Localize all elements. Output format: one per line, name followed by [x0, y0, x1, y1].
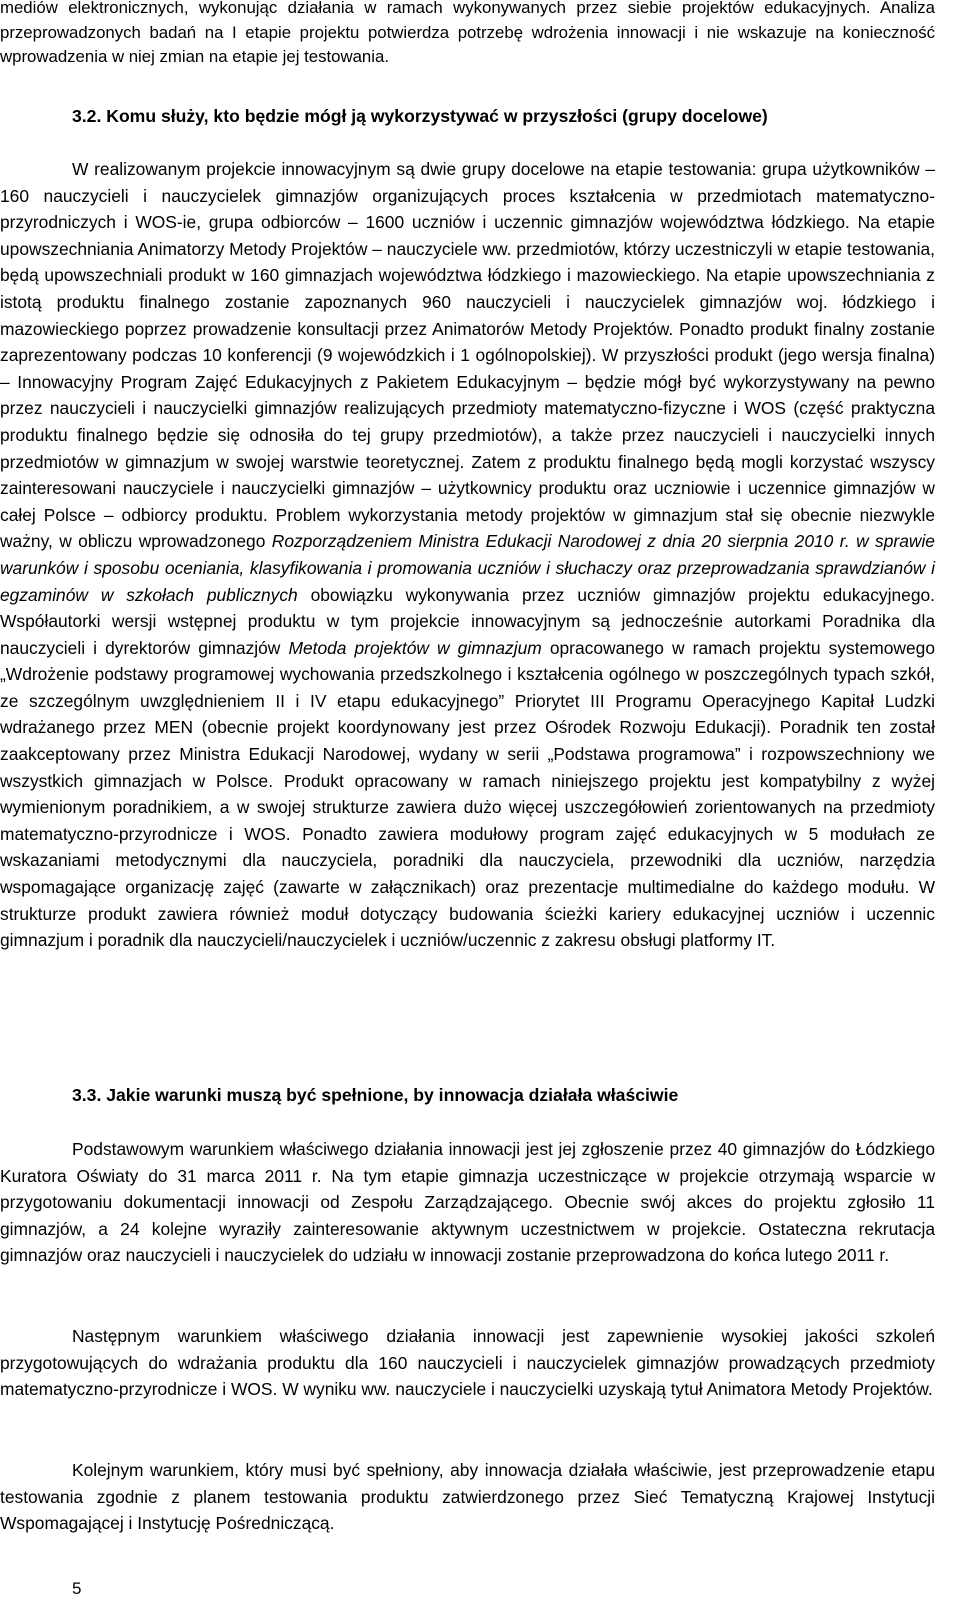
section-3-3-paragraph-3: Kolejnym warunkiem, który musi być spełniony, aby innowacja działała właściwie, jest przeprowadzenie etapu testowania zgodnie z planem testowania produktu zatwierdzonego przez Sieć Tematyczną Krajowej Instytucji Wspomagającej i Instytucję Pośredniczącą.	[0, 1460, 935, 1534]
body-text-part-1: W realizowanym projekcie innowacyjnym są dwie grupy docelowe na etapie testowania: grupa użytkowników – 160 nauczycieli i nauczycielek gimnazjów organizujących proces kształcenia w przedmiotach matematyczno- przyrodniczych i WOS-ie, grupa odbiorców – 1600 uczniów i uczennic gimnazjów województwa łódzkiego. Na etapie upowszechniania Animatorzy Metody Projektów – nauczyciele ww. przedmiotów, którzy uczestniczyli w etapie testowania, będą upowszechniali produkt w 160 gimnazjach województwa łódzkiego i mazowieckiego. Na etapie upowszechniania z istotą produktu finalnego zostanie zapoznanych 960 nauczycieli i nauczycielek gimnazjów woj. łódzkiego i mazowieckiego poprzez prowadzenie konsultacji przez Animatorów Metody Projektów. Ponadto produkt finalny zostanie zaprezentowany podczas 10 konferencji (9 wojewódzkich i 1 ogólnopolskiej). W przyszłości produkt (jego wersja finalna) – Innowacyjny Program Zajęć Edukacyjnych z Pakietem Edukacyjnym – będzie mógł być wykorzystywany na pewno przez nauczycieli i nauczycielki gimnazjów realizujących przedmioty matematyczno-fizyczne i WOS (część praktyczna produktu finalnego będzie się odnosiła do tej grupy przedmiotów), a także przez nauczycieli i nauczycielki innych przedmiotów w gimnazjum w swojej warstwie teoretycznej. Zatem z produktu finalnego będą mogli korzystać wszyscy zainteresowani nauczyciele i nauczycielki gimnazjów – użytkownicy produktu oraz uczniowie i uczennice gimnazjów w całej Polsce – odbiorcy produktu. Problem wykorzystania metody projektów w gimnazjum stał się obecnie niezwykle ważny, w obliczu wprowadzonego	[0, 159, 935, 552]
body-text-part-2: obowiązku wykonywania przez uczniów gimnazjów projektu edukacyjnego. Współautorki wersji wstępnej produktu w tym projekcie innowacyjnym są jednocześnie autorkami Poradnika dla nauczycieli i dyrektorów gimnazjów	[0, 584, 935, 658]
section-3-2-body	[0, 156, 935, 954]
section-3-3-paragraph-2: Następnym warunkiem właściwego działania innowacji jest zapewnienie wysokiej jakości szkoleń przygotowujących do wdrażania produktu dla 160 nauczycieli i nauczycielek gimnazjów prowadzących przedmioty matematyczno-przyrodnicze i WOS. W wyniku ww. nauczyciele i nauczycielki uzyskają tytuł Animatora Metody Projektów.	[0, 1326, 935, 1400]
intro-paragraph: mediów elektronicznych, wykonując działania w ramach wykonywanych przez siebie projektów edukacyjnych. Analiza przeprowadzonych badań na I etapie projektu potwierdza potrzebę wdrożenia innowacji i nie wskazuje na konieczność wprowadzenia w niej zmian na etapie jej testowania.	[0, 0, 935, 66]
section-3-3-paragraph-1: Podstawowym warunkiem właściwego działania innowacji jest jej zgłoszenie przez 40 gimnazjów do Łódzkiego Kuratora Oświaty do 31 marca 2011 r. Na tym etapie gimnazja uczestniczące w projekcie otrzymają wsparcie w przygotowaniu dokumentacji innowacji od Zespołu Zarządzającego. Obecnie swój akces do projektu zgłosiło 11 gimnazjów, a 24 kolejne wyraziły zainteresowanie aktywnym uczestnictwem w projekcie. Ostateczna rekrutacja gimnazjów oraz nauczycieli i nauczycielek do udziału w innowacji zostanie przeprowadzona do końca lutego 2011 r.	[0, 1139, 935, 1266]
regulation-title: Rozporządzeniem Ministra Edukacji Narodowej z dnia 20 sierpnia 2010 r. w sprawie warunków i sposobu oceniania, klasyfikowania i promowania uczniów i słuchaczy oraz przeprowadzania sprawdzianów i egzaminów w szkołach publicznych	[0, 531, 935, 605]
body-text-part-3: opracowanego w ramach projektu systemowego „Wdrożenie podstawy programowej wychowania przedszkolnego i kształcenia ogólnego w poszczególnych typach szkół, ze szczególnym uwzględnieniem II i IV etapu edukacyjnego” Priorytet III Programu Operacyjnego Kapitał Ludzki wdrażanego przez MEN (obecnie projekt koordynowany jest przez Ośrodek Rozwoju Edukacji). Poradnik ten został zaakceptowany przez Ministra Edukacji Narodowej, wydany w serii „Podstawa programowa” i rozpowszechniony we wszystkich gimnazjach w Polsce. Produkt opracowany w ramach niniejszego projektu jest kompatybilny z wyżej wymienionym poradnikiem, a w swojej strukturze zawiera dużo więcej uszczegółowień zorientowanych na przedmioty matematyczno-przyrodnicze i WOS. Ponadto zawiera modułowy program zajęć edukacyjnych w 5 modułach ze wskazaniami metodycznymi dla nauczyciela, poradniki dla nauczyciela, przewodniki dla uczniów, narzędzia wspomagające organizację zajęć (zawarte w załącznikach) oraz prezentacje multimedialne do każdego modułu. W strukturze produkt zawiera również moduł dotyczący budowania ścieżki kariery edukacyjnej uczniów i uczennic gimnazjum i poradnik dla nauczycieli/nauczycielek i uczniów/uczennic z zakresu obsługi platformy IT.	[0, 637, 935, 951]
guide-title: Metoda projektów w gimnazjum	[288, 637, 542, 658]
section-3-3-heading: 3.3. Jakie warunki muszą być spełnione, by innowacja działała właściwie	[72, 1085, 679, 1105]
section-3-2-heading: 3.2. Komu służy, kto będzie mógł ją wykorzystywać w przyszłości (grupy docelowe)	[72, 106, 768, 126]
page-number: 5	[72, 1579, 82, 1598]
